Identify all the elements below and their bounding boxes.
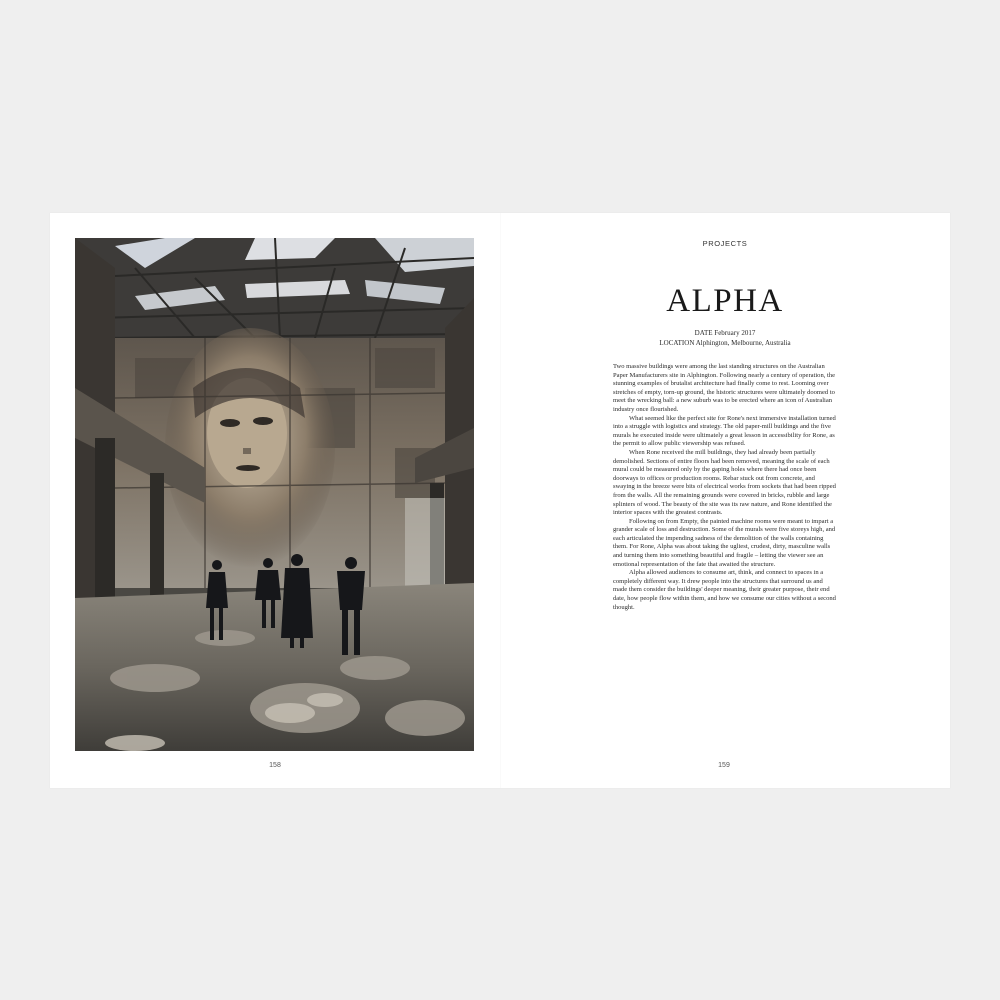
paragraph-4: Following on from Empty, the painted machine rooms were meant to impart a grander scale of loss and destruction. Some of the murals were five storeys high, and each articulated the impending sadness of the demolition of the walls containing them. For Rone, Alpha was about taking the ugliest, crudest, dirty, masculine walls and turning them into something beautiful and fragile – letting the viewer see an emotional representation of the fate that awaited the structure. (613, 517, 836, 568)
paragraph-1: Two massive buildings were among the last standing structures on the Australian Paper Manufacturers site in Alphington. Following nearly a century of operation, the stunning examples of brutalist architecture had finally come to rest. Looming over stretches of empty, torn-up ground, the historic structures were ultimately doomed to meet the wrecking ball: a new suburb was to be erected where an icon of Australian industry once flourished. (613, 363, 835, 413)
warehouse-mural-photo (75, 238, 474, 751)
project-title: ALPHA (666, 283, 784, 319)
book-gutter (500, 213, 501, 788)
page-number-right: 159 (718, 762, 730, 769)
paragraph-3: When Rone received the mill buildings, they had already been partially demolished. Sections of entire floors had been removed, meaning the scale of each mural could be measured only by the gaping holes where there had once been doorways to offices or production rooms. Rebar stuck out from concrete, and swaying in the breeze were bits of electrical works from sockets that had been ripped from the walls. All the remaining grounds were covered in bricks, rubble and large splinters of wood. The beauty of the site was its raw nature, and Rone identified the interior spaces with the greatest contrasts. (613, 448, 836, 517)
project-location: LOCATION Alphington, Melbourne, Australia (659, 338, 791, 347)
book-spread (50, 213, 950, 788)
paragraph-2: What seemed like the perfect site for Rone's next immersive installation turned into a struggle with logistics and strategy. The old paper-mill buildings and the five murals he executed inside were ultimately a great lesson in accessibility for Rone, as the permit to allow public viewership was refused. (613, 414, 836, 448)
section-label: PROJECTS (702, 239, 748, 248)
paragraph-5: Alpha allowed audiences to consume art, think, and connect to spaces in a completely different way. It drew people into the structures that surround us and made them consider the buildings' deeper meaning, their greater purpose, their end date, how people flow within them, and how we consume our cities without a second thought. (613, 569, 836, 611)
page-number-left: 158 (269, 762, 281, 769)
article-body (613, 363, 838, 612)
project-meta (625, 329, 825, 348)
project-date: DATE February 2017 (694, 329, 756, 337)
